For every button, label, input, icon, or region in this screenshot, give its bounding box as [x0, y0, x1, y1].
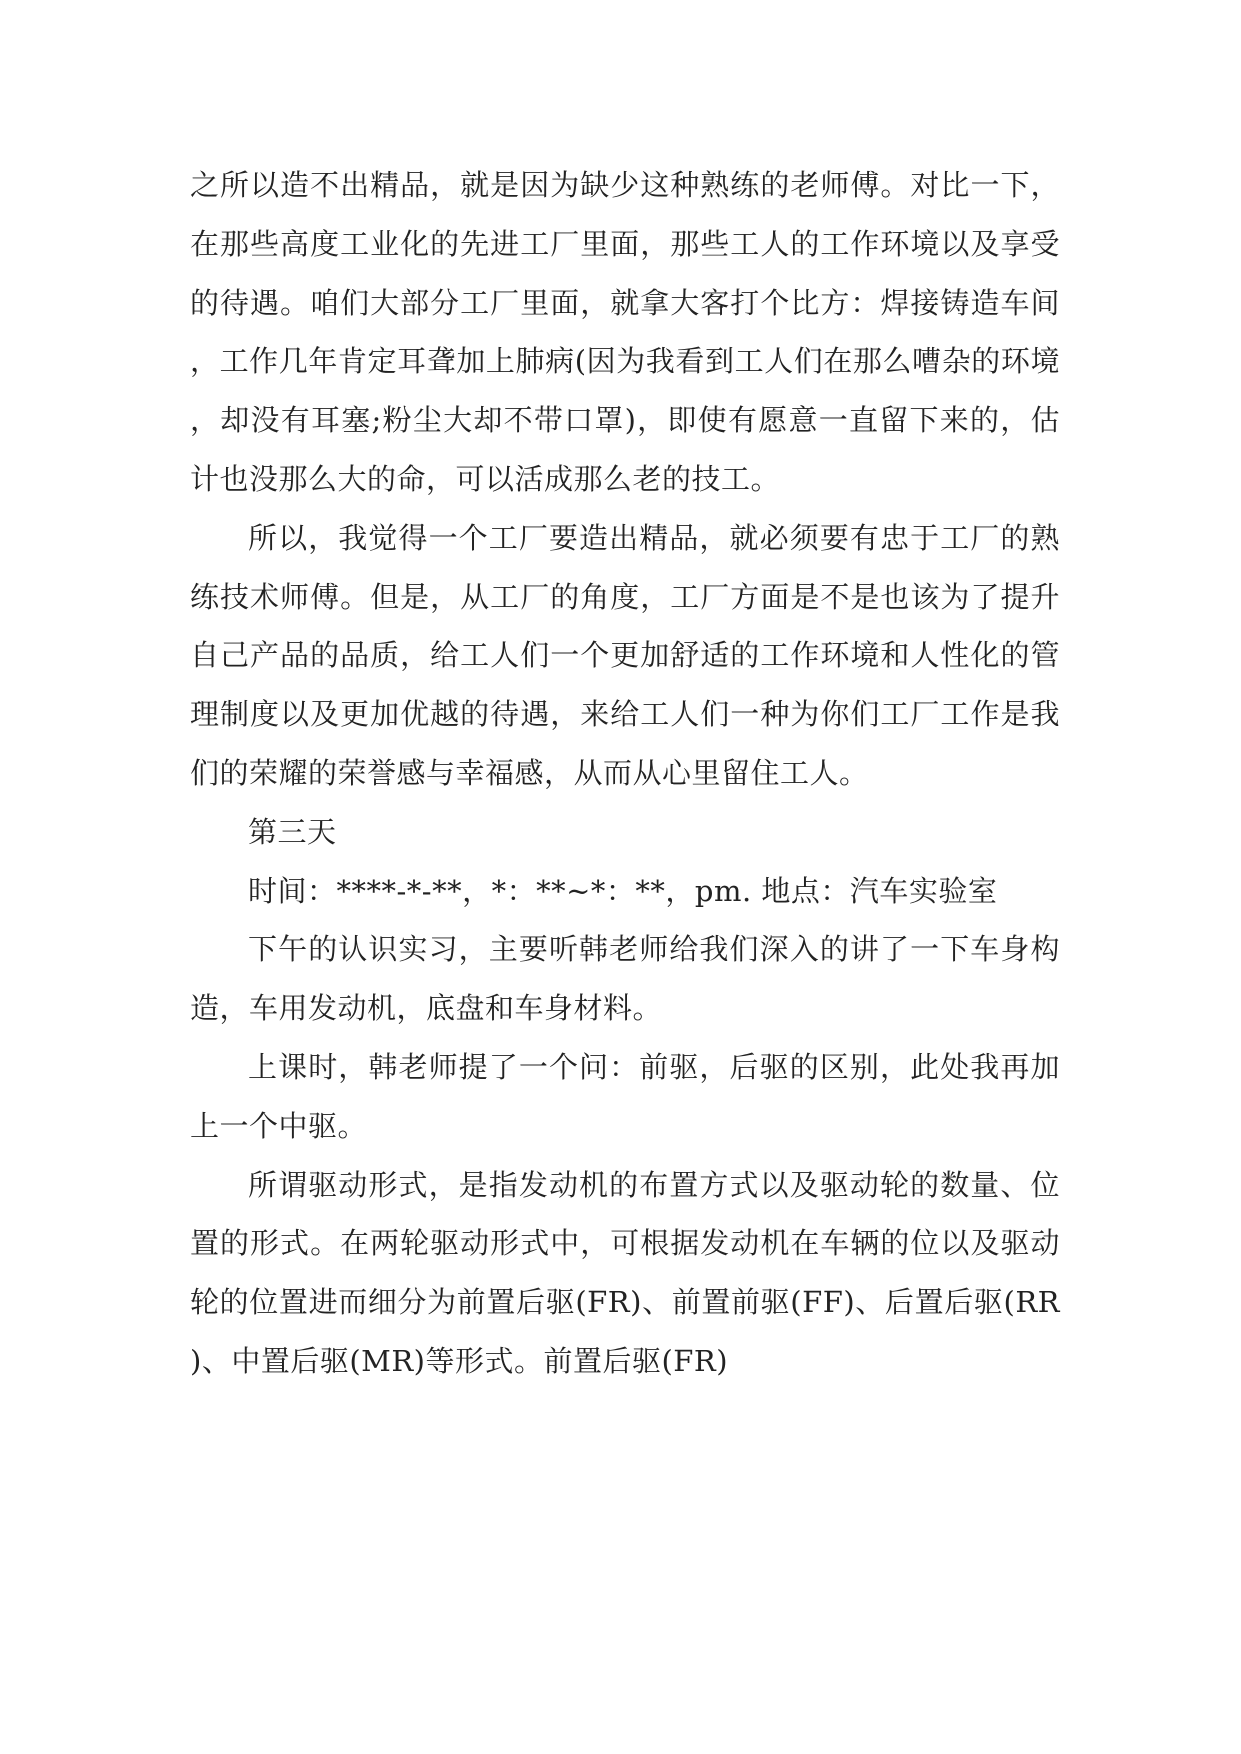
- paragraph-7: 所谓驱动形式，是指发动机的布置方式以及驱动轮的数量、位置的形式。在两轮驱动形式中，可根据发动机在车辆的位以及驱动轮的位置进而细分为前置后驱(FR)、前置前驱(FF)、后置后驱(RR)、中置后驱(MR)等形式。前置后驱(FR): [190, 1167, 1060, 1378]
- time-location-line: 时间：****-*-**，*：**~*：**，pm. 地点：汽车实验室: [248, 873, 998, 908]
- paragraph-1: 之所以造不出精品，就是因为缺少这种熟练的老师傅。对比一下，在那些高度工业化的先进工厂里面，那些工人的工作环境以及享受的待遇。咱们大部分工厂里面，就拿大客打个比方：焊接铸造车间，工作几年肯定耳聋加上肺病(因为我看到工人们在那么嘈杂的环境，却没有耳塞;粉尘大却不带口罩)，即使有愿意一直留下来的，估计也没那么大的命，可以活成那么老的技工。: [190, 168, 1060, 496]
- document-body: [190, 156, 1060, 1391]
- paragraph-5: 下午的认识实习，主要听韩老师给我们深入的讲了一下车身构造，车用发动机，底盘和车身材料。: [190, 932, 1060, 1026]
- paragraph-2: 所以，我觉得一个工厂要造出精品，就必须要有忠于工厂的熟练技术师傅。但是，从工厂的角度，工厂方面是不是也该为了提升自己产品的品质，给工人们一个更加舒适的工作环境和人性化的管理制度以及更加优越的待遇，来给工人们一种为你们工厂工作是我们的荣耀的荣誉感与幸福感，从而从心里留住工人。: [190, 520, 1060, 790]
- paragraph-6: 上课时，韩老师提了一个问：前驱，后驱的区别，此处我再加上一个中驱。: [190, 1049, 1060, 1143]
- section-heading-day-three: 第三天: [248, 814, 337, 849]
